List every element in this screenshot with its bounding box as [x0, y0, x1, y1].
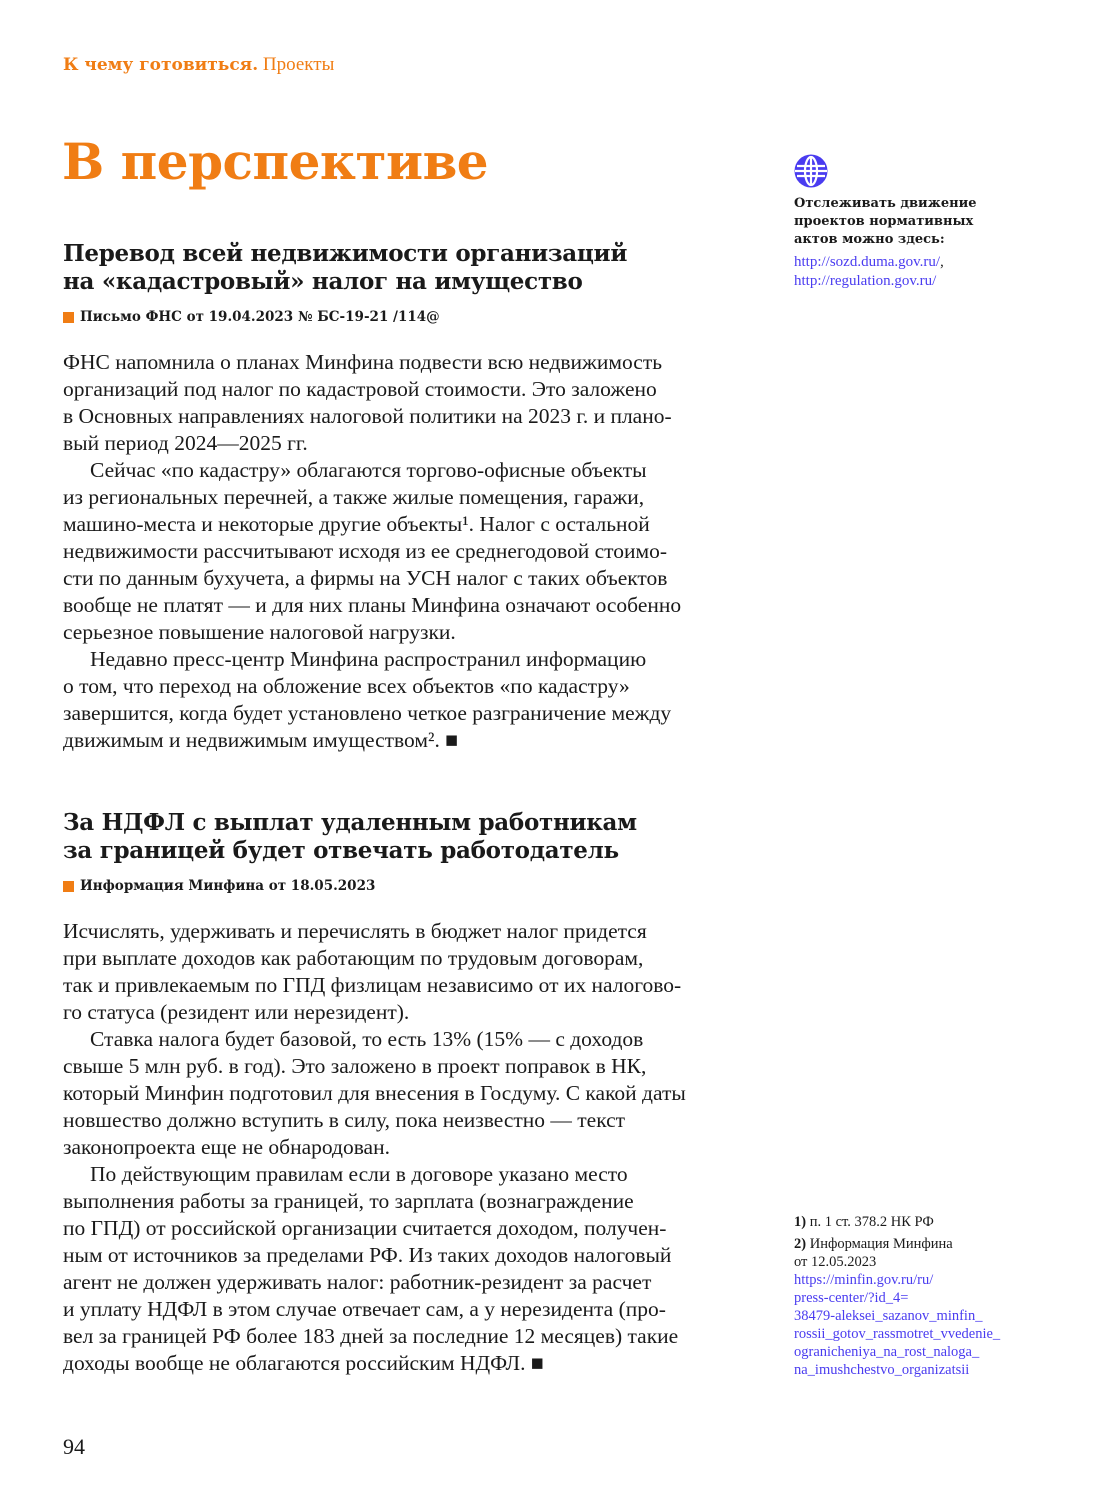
footnote-text: от 12.05.2023	[794, 1254, 877, 1270]
link-line[interactable]: ogranicheniya_na_rost_naloga_	[794, 1344, 980, 1360]
footnotes	[794, 1213, 1024, 1379]
footnote-number: 2)	[794, 1236, 807, 1252]
paragraph-line: который Минфин подготовил для внесения в Госдуму. С какой даты	[63, 1081, 686, 1105]
paragraph-line: завершится, когда будет установлено четкое разграничение между	[63, 701, 672, 725]
paragraph-line: ным от источников за пределами РФ. Из таких доходов налоговый	[63, 1243, 672, 1267]
sidebar-text-line: проектов нормативных	[794, 214, 974, 229]
heading-line: За НДФЛ с выплат удаленным работникам	[63, 809, 637, 836]
sidebar-text-line: Отслеживать движение	[794, 196, 977, 211]
sidebar-text-line: актов можно здесь:	[794, 232, 945, 247]
orange-square-marker	[63, 881, 74, 892]
subsection-name: Проекты	[262, 54, 335, 75]
paragraph-line: движимым и недвижимым имуществом². ■	[63, 728, 459, 752]
link-line[interactable]: https://minfin.gov.ru/ru/	[794, 1272, 934, 1288]
paragraph-line: Ставка налога будет базовой, то есть 13% (15% — с доходов	[90, 1027, 644, 1051]
paragraph-line: По действующим правилам если в договоре указано место	[90, 1162, 628, 1186]
article-2-source	[63, 878, 375, 894]
article-1-heading	[63, 240, 627, 296]
paragraph-line: о том, что переход на обложение всех объектов «по кадастру»	[63, 674, 630, 698]
minfin-link[interactable]	[794, 1271, 1024, 1379]
paragraph-line: Сейчас «по кадастру» облагаются торгово-офисные объекты	[90, 458, 647, 482]
article-1-source	[63, 309, 440, 325]
paragraph-line: Исчислять, удерживать и перечислять в бюджет налог придется	[63, 919, 647, 943]
regulation-link[interactable]: http://regulation.gov.ru/	[794, 273, 937, 289]
globe-icon	[794, 154, 828, 192]
paragraph-line: выполнения работы за границей, то зарплата (вознаграждение	[63, 1189, 634, 1213]
paragraph-line: новшество должно вступить в силу, пока неизвестно — текст	[63, 1108, 626, 1132]
paragraph-line: серьезное повышение налоговой нагрузки.	[63, 620, 456, 644]
paragraph-line: вообще не платят — и для них планы Минфина означают особенно	[63, 593, 682, 617]
page-title: В перспективе	[62, 132, 489, 191]
paragraph-line: вый период 2024—2025 гг.	[63, 431, 308, 455]
paragraph-line: сти по данным бухучета, а фирмы на УСН налог с таких объектов	[63, 566, 668, 590]
section-name: К чему готовиться.	[63, 55, 259, 75]
paragraph-line: по ГПД) от российской организации считается доходом, получен-	[63, 1216, 667, 1240]
link-line[interactable]: rossii_gotov_rassmotret_vvedenie_	[794, 1326, 1001, 1342]
paragraph-line: в Основных направлениях налоговой политики на 2023 г. и плано-	[63, 404, 672, 428]
article-2-body	[63, 918, 753, 1377]
link-line[interactable]: press-center/?id_4=	[794, 1290, 909, 1306]
paragraph-line: из региональных перечней, а также жилые помещения, гаражи,	[63, 485, 645, 509]
paragraph-line: доходы вообще не облагаются российским НДФЛ. ■	[63, 1351, 544, 1375]
heading-line: за границей будет отвечать работодатель	[63, 837, 619, 864]
article-1-body	[63, 349, 753, 754]
heading-line: на «кадастровый» налог на имущество	[63, 268, 583, 295]
source-text: Информация Минфина от 18.05.2023	[80, 878, 376, 894]
paragraph-line: агент не должен удерживать налог: работник-резидент за расчет	[63, 1270, 652, 1294]
orange-square-marker	[63, 312, 74, 323]
paragraph-line: законопроекта еще не обнародован.	[63, 1135, 390, 1159]
footnote-number: 1)	[794, 1214, 807, 1230]
heading-line: Перевод всей недвижимости организаций	[63, 240, 628, 267]
footnote-text: п. 1 ст. 378.2 НК РФ	[809, 1214, 934, 1230]
paragraph-line: и уплату НДФЛ в этом случае отвечает сам, а у нерезидента (про-	[63, 1297, 666, 1321]
paragraph-line: организаций под налог по кадастровой стоимости. Это заложено	[63, 377, 657, 401]
paragraph-line: так и привлекаемым по ГПД физлицам независимо от их налогово-	[63, 973, 682, 997]
source-text: Письмо ФНС от 19.04.2023 № БС-19-21 /114@	[80, 309, 440, 325]
link-line[interactable]: na_imushchestvo_organizatsii	[794, 1362, 970, 1378]
footnote-2	[794, 1235, 1024, 1379]
paragraph-line: свыше 5 млн руб. в год). Это заложено в проект поправок в НК,	[63, 1054, 647, 1078]
link-line[interactable]: 38479-aleksei_sazanov_minfin_	[794, 1308, 983, 1324]
paragraph-line: го статуса (резидент или нерезидент).	[63, 1000, 410, 1024]
article-2-heading	[63, 809, 637, 865]
sidebar-note	[794, 195, 1024, 290]
separator: ,	[940, 254, 944, 270]
paragraph-line: Недавно пресс-центр Минфина распространил информацию	[90, 647, 647, 671]
paragraph-line: машино-места и некоторые другие объекты¹. Налог с остальной	[63, 512, 650, 536]
paragraph-line: недвижимости рассчитывают исходя из ее среднегодовой стоимо-	[63, 539, 668, 563]
footnote-1	[794, 1213, 1024, 1231]
page-number: 94	[63, 1434, 85, 1459]
paragraph-line: вел за границей РФ более 183 дней за последние 12 месяцев) такие	[63, 1324, 679, 1348]
section-kicker	[63, 54, 334, 76]
sozd-link[interactable]: http://sozd.duma.gov.ru/	[794, 254, 941, 270]
footnote-text: Информация Минфина	[809, 1236, 953, 1252]
paragraph-line: при выплате доходов как работающим по трудовым договорам,	[63, 946, 644, 970]
paragraph-line: ФНС напомнила о планах Минфина подвести всю недвижимость	[63, 350, 663, 374]
